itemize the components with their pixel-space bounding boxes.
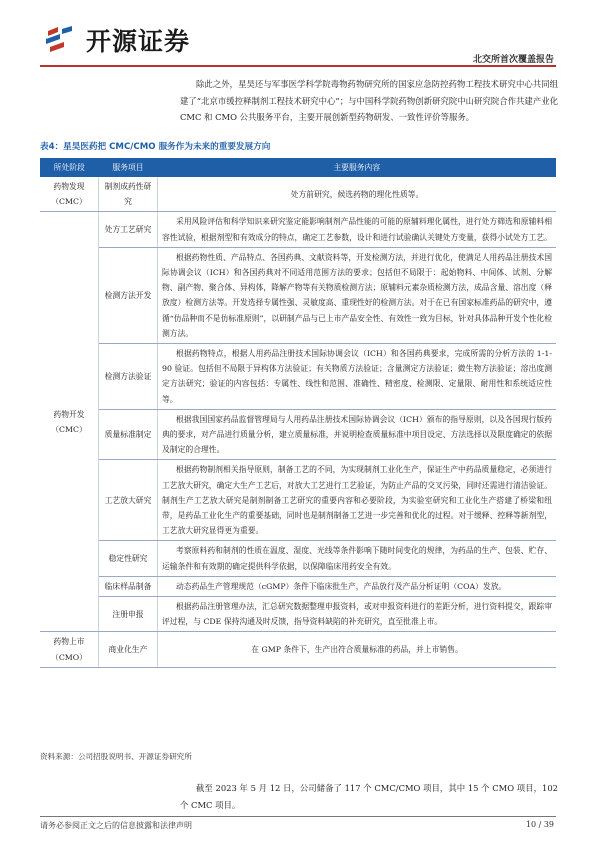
item-cell: 检测方法验证 bbox=[99, 344, 158, 410]
footer-divider bbox=[40, 816, 556, 817]
content-cell: 根据药物特点，根据人用药品注册技术国际协调会议（ICH）和各国药典要求，完成所需的分析方法的 1-1-90 验证。包括但不局限于异构体方法验证；有关物质方法验证；含量测定方法验证；微生物方法验证；溶出度测定方法研究；验证的内容包括：专属性、线性和范围、准确性、精密度、检测限、定量限、耐用性和系统适应性等。 bbox=[158, 344, 557, 410]
table-row bbox=[40, 597, 556, 632]
table-row bbox=[40, 247, 556, 343]
content-cell: 动态药品生产管理规范（cGMP）条件下临床批生产，产品放行及产品分析证明（COA）发放。 bbox=[158, 576, 557, 596]
item-cell: 检测方法开发 bbox=[99, 247, 158, 343]
header-stage: 所处阶段 bbox=[40, 158, 99, 177]
brand-logo bbox=[44, 22, 190, 58]
report-type: 北交所首次覆盖报告 bbox=[472, 55, 554, 65]
content-cell: 根据药物制剂相关指导原则，制备工艺的不同，为实现制剂工业化生产，保证生产中药品质量稳定，必须进行工艺放大研究，确定大生产工艺后，对放大工艺进行工艺验证，为防止产品的交叉污染，同时还需进行清洁验证。制剂生产工艺放大研究是制剂制备工艺研究的重要内容和必要阶段，为实验室研究和工业化生产搭建了桥梁和纽带，是药品工业化生产的重要基础，同时也是制剂制备工艺进一步完善和优化的过程。对于缓释、控释等新剂型，工艺放大研究显得更为重要。 bbox=[158, 460, 557, 541]
logo-text: 开源证券 bbox=[86, 27, 191, 56]
item-cell: 制剂成药性研究 bbox=[99, 177, 158, 212]
page-number: 10 / 39 bbox=[525, 820, 554, 829]
item-cell: 处方工艺研究 bbox=[99, 212, 158, 247]
logo-icon bbox=[44, 25, 80, 55]
content-cell: 在 GMP 条件下，生产出符合质量标准的药品，并上市销售。 bbox=[158, 632, 557, 667]
page-header bbox=[0, 0, 596, 68]
item-cell: 商业化生产 bbox=[99, 632, 158, 667]
stage-cell: 药物上市（CMO） bbox=[40, 632, 99, 667]
item-cell: 稳定性研究 bbox=[99, 541, 158, 576]
item-cell: 注册申报 bbox=[99, 597, 158, 632]
table-row bbox=[40, 344, 556, 410]
table-row bbox=[40, 177, 556, 212]
content-cell: 根据药物性质、产品特点、各国药典、文献资料等，开发检测方法，并进行优化，使满足人用药品注册技术国际协调会议（ICH）和各国药典对不同适用范围方法的要求；包括但不局限于：起始物料、中间体、试剂、分解物、副产物、聚合体、异构体，降解产物等有关物质检测方法；原辅料元素杂质检测方法，成品含量、溶出度（释放度）检测方法等。开发选择专属性强、灵敏度高、重现性好的检测方法。对于在已有国家标准药品的研究中，遵循“仿品种而不是仿标准原则”，以研制产品与已上市产品安全性、有效性一致为目标，针对具体品种开发个性化检测方法。 bbox=[158, 247, 557, 343]
header-divider bbox=[40, 65, 556, 67]
header-item: 服务项目 bbox=[99, 158, 158, 177]
intro-paragraph: 除此之外，星昊还与军事医学科学院毒物药物研究所的国家应急防控药物工程技术研究中心共同组建了“北京市缓控释制剂工程技术研究中心”；与中国科学院药物创新研究院中山研究院合作共建产业化 CMC 和 CMO 公共服务平台，主要开展创新型药物研发、一致性评价等服务。 bbox=[180, 79, 558, 123]
content-cell: 根据我国国家药品监督管理局与人用药品注册技术国际协调会议（ICH）颁布的指导原则，以及各国现行版药典的要求，对产品进行质量分析，建立质量标准，并说明检查质量标准中项目设定、方法选择以及限度确定的依据及制定的合理性。 bbox=[158, 409, 557, 460]
table-row bbox=[40, 212, 556, 247]
content-cell: 采用风险评估和科学知识来研究鉴定能影响制剂产品性能的可能的原辅料理化属性，进行处方筛选和原辅料相容性试验，根据剂型和有效成分的特点，确定工艺参数，设计和进行试验确认关键处方变量，获得小试处方工艺。 bbox=[158, 212, 557, 247]
table-row bbox=[40, 541, 556, 576]
table-title: 表4：星昊医药把 CMC/CMO 服务作为未来的重要发展方向 bbox=[40, 142, 271, 152]
table-row bbox=[40, 632, 556, 667]
item-cell: 临床样品制备 bbox=[99, 576, 158, 596]
services-table bbox=[40, 158, 556, 668]
item-cell: 工艺放大研究 bbox=[99, 460, 158, 541]
table-header-row bbox=[40, 158, 556, 177]
table-row bbox=[40, 409, 556, 460]
closing-paragraph: 截至 2023 年 5 月 12 日，公司储备了 117 个 CMC/CMO 项目，其中 15 个 CMO 项目，102 个 CMC 项目。 bbox=[180, 783, 558, 810]
table-row bbox=[40, 576, 556, 596]
stage-cell: 药物发现（CMC） bbox=[40, 177, 99, 212]
footer-disclaimer: 请务必参阅正文之后的信息披露和法律声明 bbox=[40, 821, 192, 830]
stage-cell: 药物开发（CMC） bbox=[40, 212, 99, 632]
table-source-note: 资料来源：公司招股说明书、开源证券研究所 bbox=[40, 752, 192, 761]
content-cell: 考察原料药和制剂的性质在温度、湿度、光线等条件影响下随时间变化的规律，为药品的生产、包装、贮存、运输条件和有效期的确定提供科学依据，以保障临床用药安全有效。 bbox=[158, 541, 557, 576]
table-row bbox=[40, 460, 556, 541]
content-cell: 根据药品注册管理办法，汇总研究数据整理申报资料，或对申报资料进行的差距分析，进行资料提交，跟踪审评过程，与 CDE 保持沟通及时反馈，指导资料缺陷的补充研究，直至批准上市。 bbox=[158, 597, 557, 632]
item-cell: 质量标准制定 bbox=[99, 409, 158, 460]
content-cell: 处方前研究，候选药物的理化性质等。 bbox=[158, 177, 557, 212]
header-content: 主要服务内容 bbox=[158, 158, 557, 177]
